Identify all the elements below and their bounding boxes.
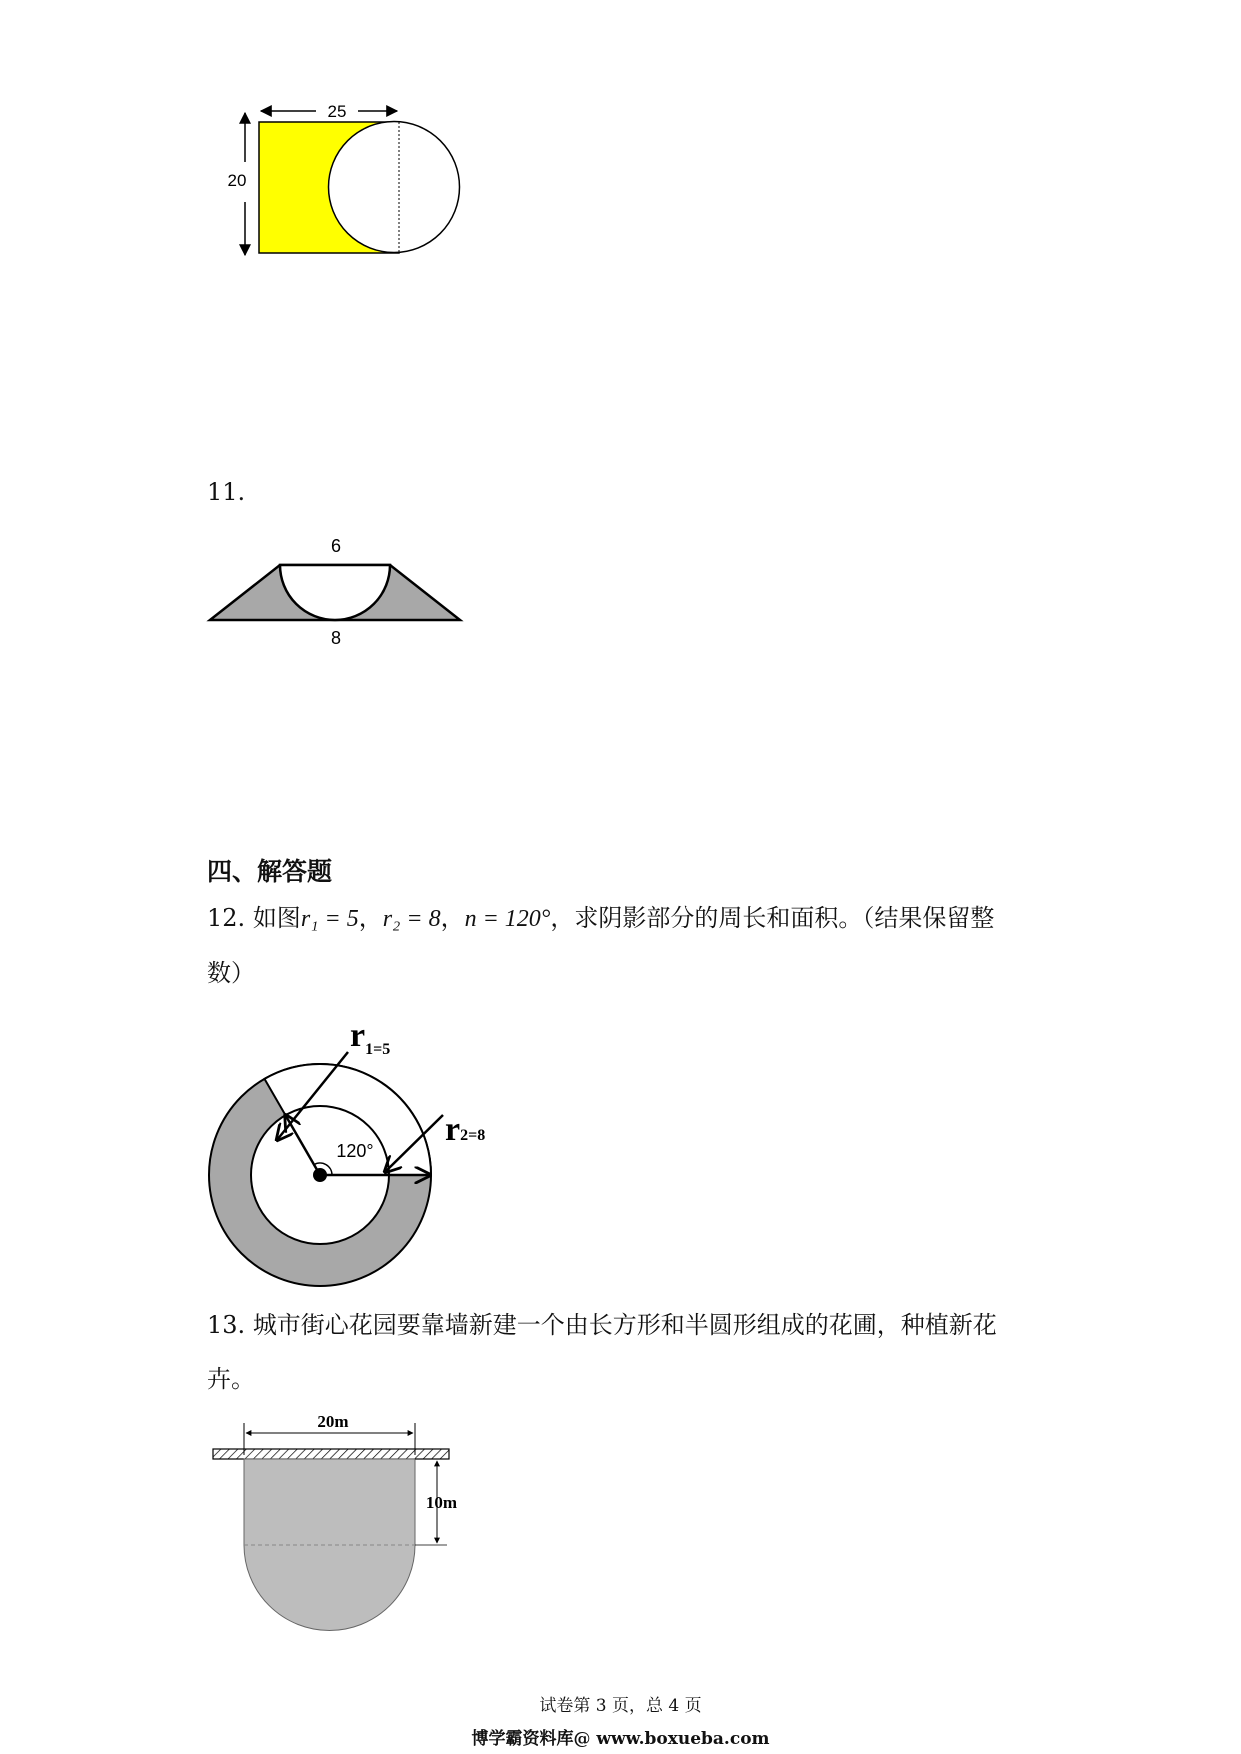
separator-2: ， [440, 904, 465, 932]
r2-label: r2=8 [445, 1111, 486, 1148]
center-point [313, 1168, 327, 1182]
question-13-number: 13. [207, 1311, 246, 1339]
width-label: 25 [327, 102, 347, 121]
angle-label: 120° [336, 1141, 374, 1161]
figure-rectangle-circle [227, 100, 530, 300]
question-12-rest: ，求阴影部分的周长和面积。（结果保留整 [550, 904, 995, 932]
white-circle [329, 122, 460, 253]
width-label: 20m [317, 1412, 349, 1431]
r1-equation: r₁ = 5 [300, 906, 359, 932]
question-12-prefix: 如图 [252, 904, 301, 932]
section-title: 四、解答题 [207, 857, 333, 886]
question-13-text [207, 1298, 1037, 1406]
r2-equation: r₂ = 8 [382, 906, 441, 932]
page-footer: 试卷第 3 页，总 4 页 [539, 1696, 702, 1716]
question-12-number: 12. [207, 904, 246, 932]
question-13-line1: 城市街心花园要靠墙新建一个由长方形和半圆形组成的花圃，种植新花 [252, 1311, 997, 1339]
figure-ring-sector [200, 1010, 500, 1310]
question-13-line2: 卉。 [207, 1365, 255, 1393]
separator-1: ， [358, 904, 383, 932]
question-12-line2: 数） [207, 959, 255, 987]
watermark: 博学霸资料库@ www.boxueba.com [471, 1729, 770, 1749]
top-edge-label: 6 [330, 536, 342, 556]
wall [213, 1449, 449, 1459]
height-label: 10m [425, 1493, 457, 1512]
question-11-number: 11. [207, 478, 246, 506]
height-label: 20 [227, 171, 247, 190]
figure-trapezoid-semicircle [205, 530, 475, 660]
figure-garden-bed [205, 1405, 465, 1650]
bottom-edge-label: 8 [330, 628, 342, 648]
r1-label: $r_{1=5}$ [350, 1017, 391, 1058]
question-12-text [207, 891, 1037, 1000]
n-equation: n = 120° [464, 906, 551, 932]
